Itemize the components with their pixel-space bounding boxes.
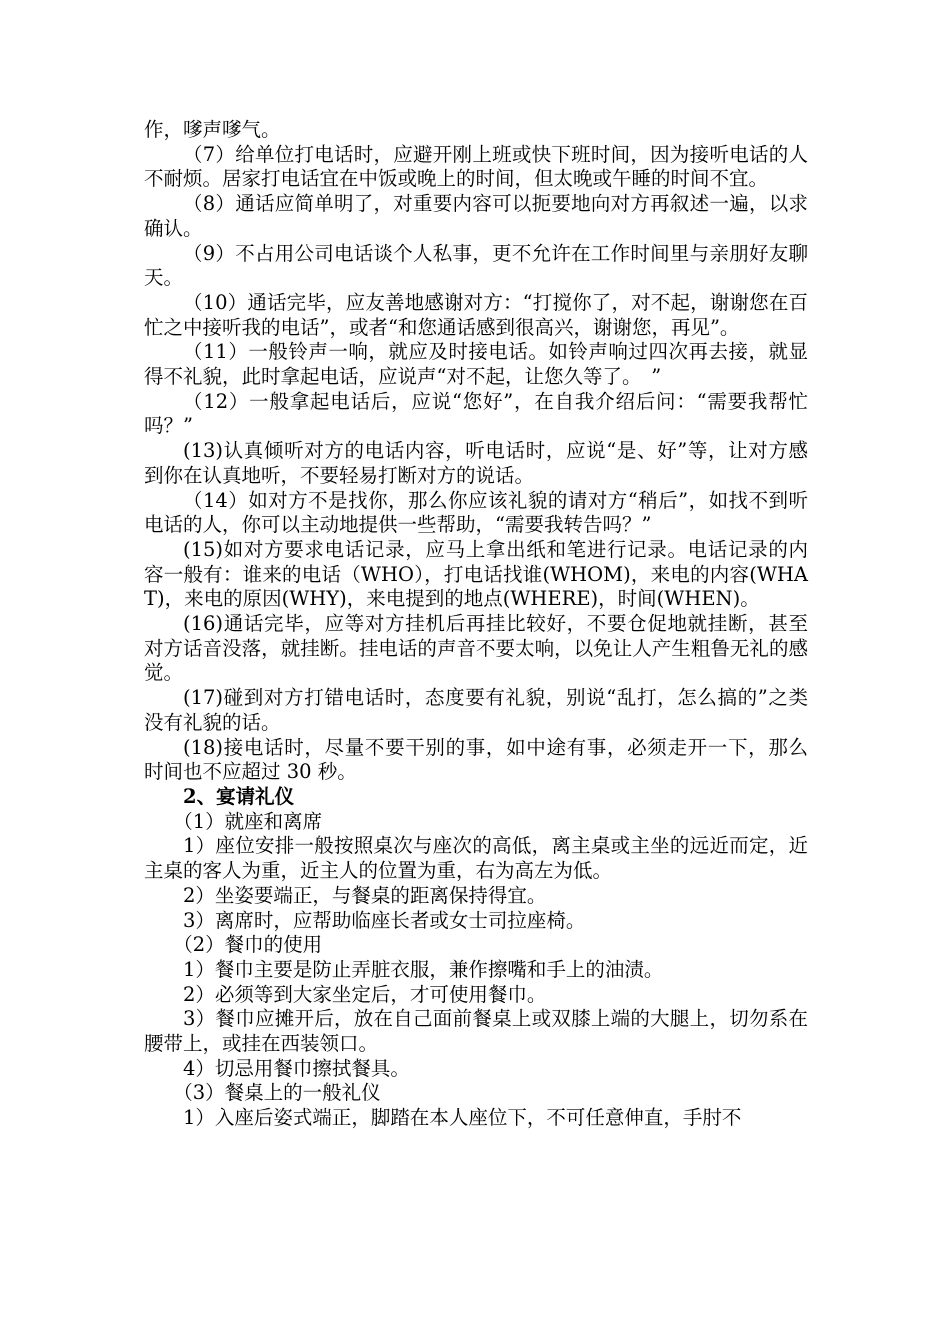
paragraph-table-manners-1: 1）入座后姿式端正，脚踏在本人座位下，不可任意伸直，手肘不 (183, 1106, 742, 1130)
paragraph-continuation: 作，嗲声嗲气。 (144, 118, 281, 141)
paragraph-item-7: （7）给单位打电话时，应避开刚上班或快下班时间，因为接听电话的人不耐烦。居家打电话宜在中饭或晚上的时间，但太晚或午睡的时间不宜。 (144, 142, 808, 191)
document-page (144, 118, 808, 1131)
paragraph-item-18: (18)接电话时，尽量不要干别的事，如中途有事，必须走开一下，那么时间也不应超过 30 秒。 (144, 735, 808, 784)
paragraph-item-13: (13)认真倾听对方的电话内容，听电话时，应说“是、好”等，让对方感到你在认真地听，不要轻易打断对方的说话。 (144, 439, 808, 487)
paragraph-item-17: (17)碰到对方打错电话时，态度要有礼貌，别说“乱打，怎么搞的”之类没有礼貌的话。 (144, 686, 808, 734)
paragraph-item-11: （11）一般铃声一响，就应及时接电话。如铃声响过四次再去接，就显得不礼貌，此时拿起电话，应说声“对不起，让您久等了。 ” (144, 340, 808, 389)
paragraph-napkin-2: 2）必须等到大家坐定后，才可使用餐巾。 (183, 982, 547, 1006)
paragraph-item-15: (15)如对方要求电话记录，应马上拿出纸和笔进行记录。电话记录的内容一般有：谁来的电话（WHO），打电话找谁(WHOM)，来电的内容(WHAT)，来电的原因(WHY)，来电提到的地点(WHERE)，时间(WHEN)。 (144, 537, 808, 611)
paragraph-seating-2: 2）坐姿要端正，与餐桌的距离保持得宜。 (183, 883, 547, 907)
subsection-heading-seating: （1）就座和离席 (173, 809, 323, 833)
paragraph-item-16: (16)通话完毕，应等对方挂机后再挂比较好，不要仓促地就挂断，甚至对方话音没落，就挂断。挂电话的声音不要太响，以免让人产生粗鲁无礼的感觉。 (144, 612, 808, 685)
paragraph-item-8: （8）通话应简单明了，对重要内容可以扼要地向对方再叙述一遍，以求确认。 (144, 192, 808, 240)
paragraph-item-14: （14）如对方不是找你，那么你应该礼貌的请对方“稍后”，如找不到听电话的人，你可以主动地提供一些帮助，“需要我转告吗？” (144, 488, 808, 537)
section-heading: 2、宴请礼仪 (183, 784, 295, 808)
paragraph-seating-3: 3）离席时，应帮助临座长者或女士司拉座椅。 (183, 908, 586, 932)
paragraph-item-10: （10）通话完毕，应友善地感谢对方：“打搅你了，对不起，谢谢您在百忙之中接听我的电话”，或者“和您通话感到很高兴，谢谢您，再见”。 (144, 290, 808, 339)
paragraph-napkin-4: 4）切忌用餐巾擦拭餐具。 (183, 1056, 410, 1080)
subsection-heading-table-manners: （3）餐桌上的一般礼仪 (173, 1081, 381, 1105)
paragraph-seating-1: 1）座位安排一般按照桌次与座次的高低，离主桌或主坐的远近而定，近主桌的客人为重，近主人的位置为重，右为高左为低。 (144, 834, 808, 883)
paragraph-napkin-1: 1）餐巾主要是防止弄脏衣服，兼作擦嘴和手上的油渍。 (183, 957, 664, 981)
paragraph-item-9: （9）不占用公司电话谈个人私事，更不允许在工作时间里与亲朋好友聊天。 (144, 241, 808, 290)
paragraph-napkin-3: 3）餐巾应摊开后，放在自己面前餐桌上或双膝上端的大腿上，切勿系在腰带上，或挂在西装领口。 (144, 1007, 808, 1056)
paragraph-item-12: （12）一般拿起电话后，应说“您好”，在自我介绍后问：“需要我帮忙吗？” (144, 389, 808, 438)
subsection-heading-napkin: （2）餐巾的使用 (173, 933, 323, 957)
